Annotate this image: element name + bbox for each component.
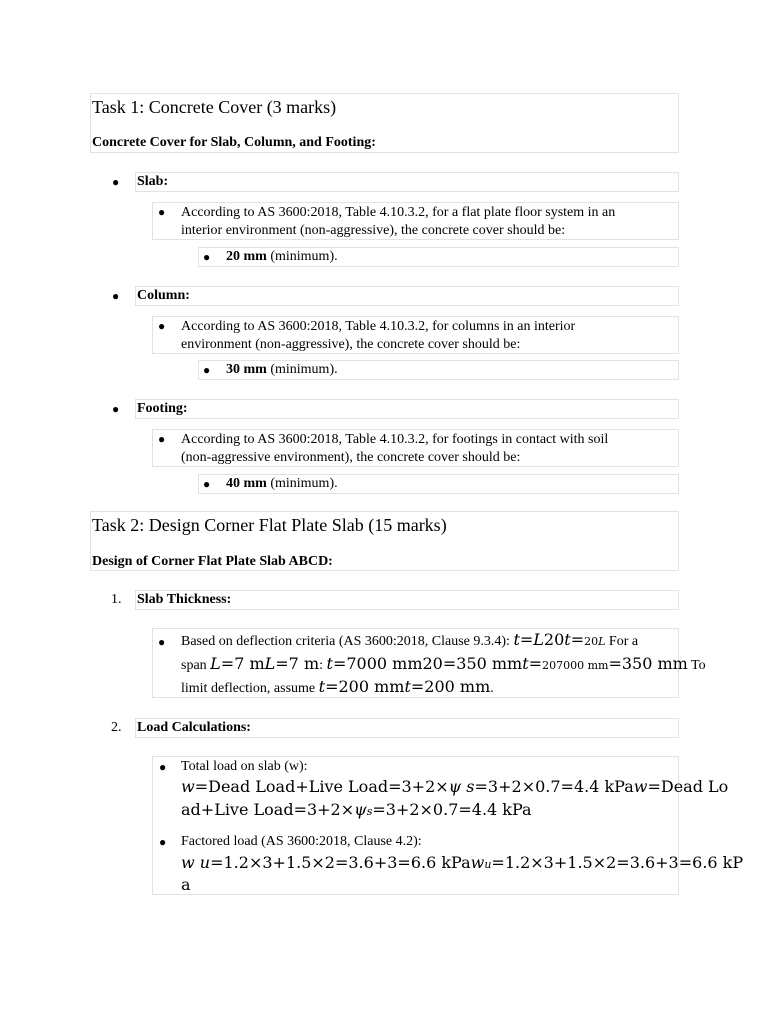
task2-heading-box [90,511,679,571]
step1-line1 [181,631,638,651]
bullet-icon: ● [112,175,120,189]
column-value-line [226,361,338,379]
task2-title: Task 2: Design Corner Flat Plate Slab (15 marks) [92,515,447,535]
footing-label-box [135,399,679,419]
bullet-icon: ● [158,432,166,446]
assumed-thickness: t=200 mmt=200 mm [318,677,491,696]
slab-value-suffix: (minimum). [266,249,338,264]
step1-limit: limit deflection, assume [181,681,319,696]
step2-number: 2. [111,720,122,735]
step2-body-box [152,756,744,895]
total-load-line2: ad+Live Load=3+2×ψs=3+2×0.7=4.4 kPa [181,800,532,819]
factored-load-line1: w u=1.2×3+1.5×2=3.6+3=6.6 kPawu=1.2×3+1.5×2=3.6+3=6.6 kP [181,853,744,872]
footing-value-suffix: (minimum). [266,476,338,491]
total-load-label: Total load on slab (w): [181,759,308,774]
slab-text-line2: interior environment (non-aggressive), the concrete cover should be: [181,223,566,238]
step1-line2: span L=7 mL=7 m: t=7000 mm20=350 mmt=207000 mm=350 mm To [181,654,706,673]
column-value-box [198,360,679,380]
bullet-icon: ● [203,477,211,491]
thickness-formula: t=L20t=20L [513,630,606,649]
column-label-box [135,286,679,306]
footing-text-line1: According to AS 3600:2018, Table 4.10.3.2, for footings in contact with soil [181,432,609,447]
footing-value: 40 mm [226,476,267,491]
bullet-icon: ● [112,402,120,416]
bullet-icon: ● [112,289,120,303]
task1-title: Task 1: Concrete Cover (3 marks) [92,97,337,117]
bullet-icon: ● [159,835,167,849]
factored-load-label: Factored load (AS 3600:2018, Clause 4.2): [181,834,422,849]
step1-line3 [181,678,494,698]
bullet-icon: ● [159,760,167,774]
slab-value: 20 mm [226,249,267,264]
slab-label: Slab: [137,174,169,189]
step1-period: . [490,681,494,696]
column-value: 30 mm [226,362,267,377]
column-text-box [152,316,679,354]
slab-text-line1: According to AS 3600:2018, Table 4.10.3.2, for a flat plate floor system in an [181,205,616,220]
slab-value-box [198,247,679,267]
bullet-icon: ● [158,205,166,219]
footing-text-box [152,429,679,467]
step1-number: 1. [111,592,122,607]
slab-label-box [135,172,679,192]
column-text-line1: According to AS 3600:2018, Table 4.10.3.2, for columns in an interior [181,319,576,334]
span-formula: L=7 mL=7 m [210,654,320,673]
bullet-icon: ● [203,250,211,264]
step1-span: span [181,658,211,673]
column-value-suffix: (minimum). [266,362,338,377]
task1-subtitle: Concrete Cover for Slab, Column, and Footing: [92,135,376,150]
bullet-icon: ● [158,635,166,649]
thickness-calc: t=7000 mm20=350 mmt=207000 mm=350 mm [326,654,688,673]
task1-heading-box [90,93,679,153]
footing-value-box [198,474,679,494]
slab-value-line [226,248,338,266]
step2-label: Load Calculations: [137,720,251,735]
column-text-line2: environment (non-aggressive), the concrete cover should be: [181,337,521,352]
bullet-icon: ● [158,319,166,333]
factored-load-line2: a [181,875,191,894]
step2-label-box [135,718,679,738]
footing-text-line2: (non-aggressive environment), the concrete cover should be: [181,450,521,465]
bullet-icon: ● [203,363,211,377]
footing-value-line [226,475,338,493]
step1-intro: Based on deflection criteria (AS 3600:2018, Clause 9.3.4): [181,634,514,649]
column-label: Column: [137,288,190,303]
total-load-line1: w=Dead Load+Live Load=3+2×ψ s=3+2×0.7=4.4 kPaw=Dead Lo [181,777,729,796]
footing-label: Footing: [137,401,188,416]
step1-to: To [687,658,706,673]
step1-for-a: For a [605,634,639,649]
step1-body-box [152,628,706,698]
slab-text-box [152,202,679,240]
task2-subtitle: Design of Corner Flat Plate Slab ABCD: [92,554,333,569]
step1-label-box [135,590,679,610]
step1-label: Slab Thickness: [137,592,232,607]
